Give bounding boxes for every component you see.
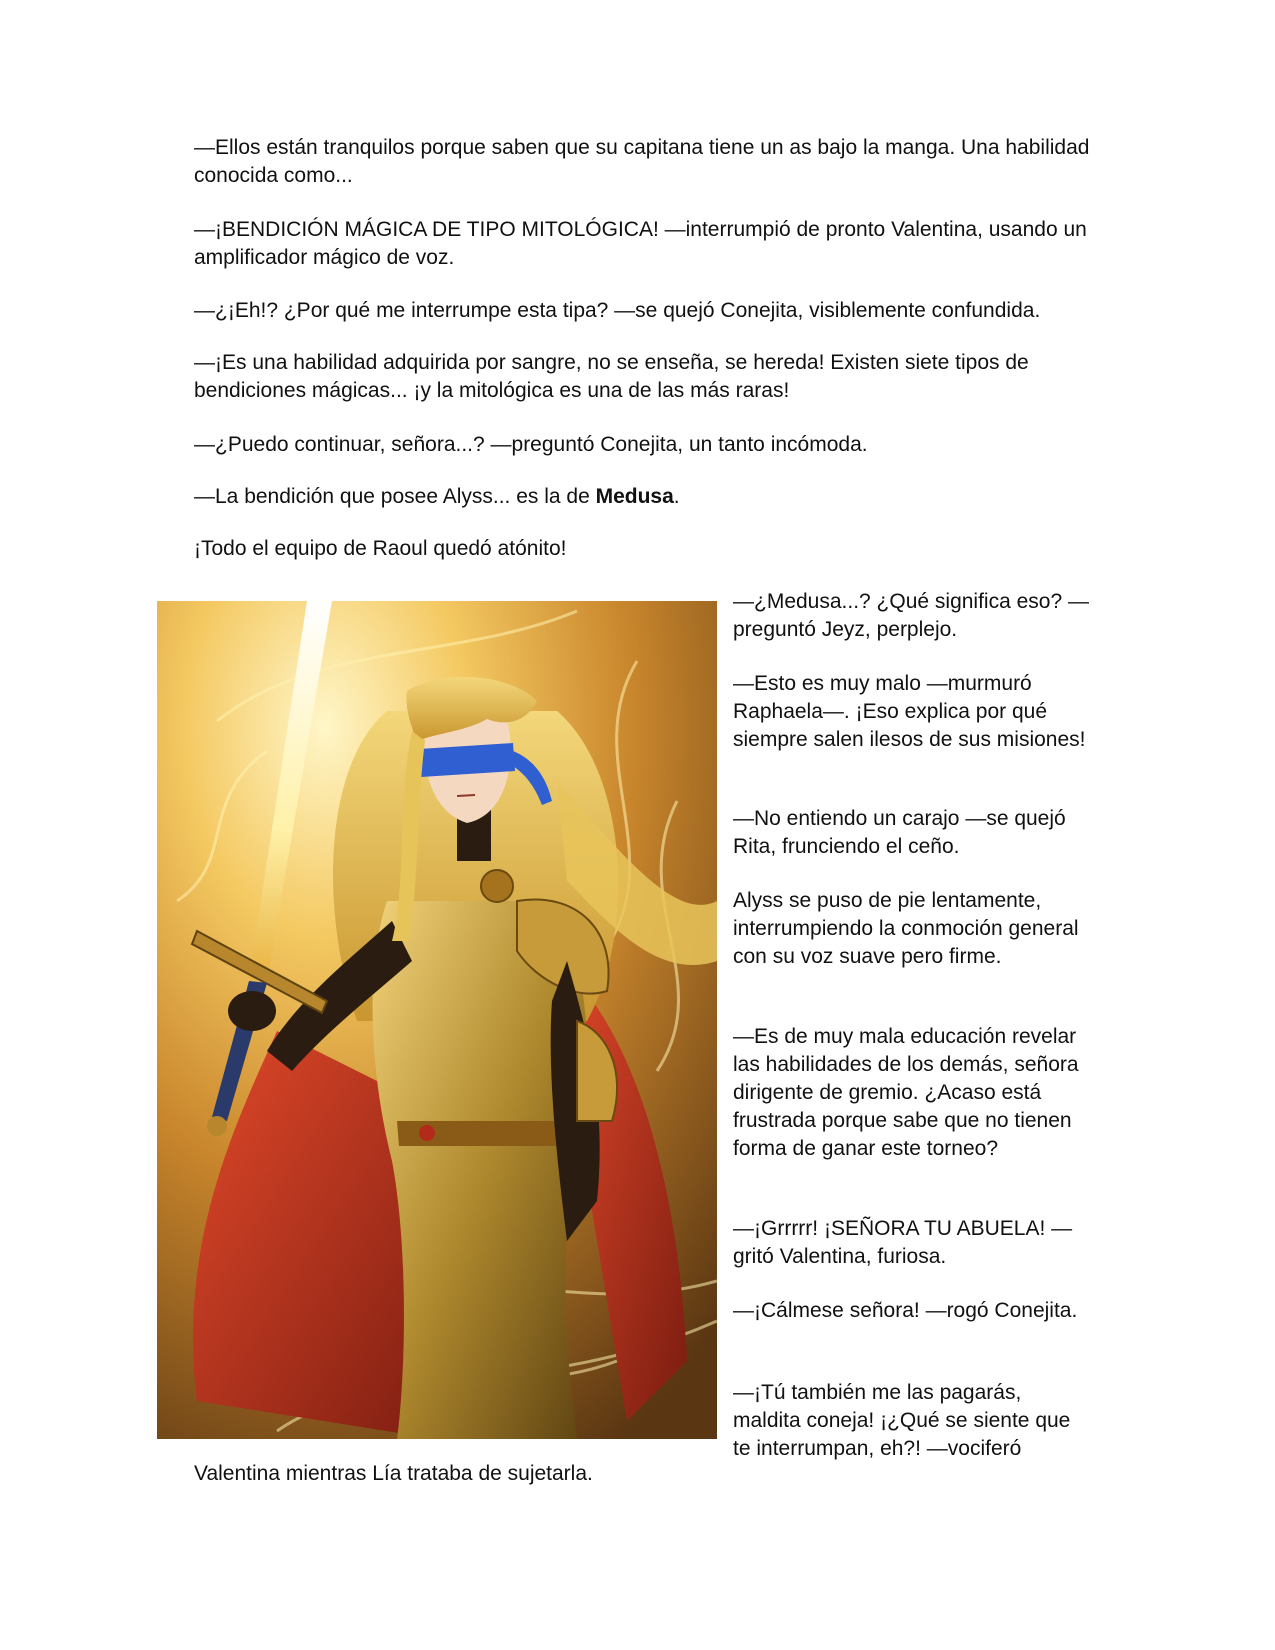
sidebar-paragraph: —¿Medusa...? ¿Qué significa eso? —preguntó Jeyz, perplejo. bbox=[733, 590, 1089, 641]
paragraph: —¿¡Eh!? ¿Por qué me interrumpe esta tipa? —se quejó Conejita, visiblemente confundida. bbox=[194, 299, 1041, 322]
belt-gem bbox=[419, 1125, 435, 1141]
knight-illustration bbox=[157, 601, 717, 1439]
mouth bbox=[457, 795, 475, 796]
sword-pommel bbox=[207, 1116, 227, 1136]
paragraph: —¿Puedo continuar, señora...? —preguntó Conejita, un tanto incómoda. bbox=[194, 433, 868, 456]
paragraph-text: —La bendición que posee Alyss... es la de bbox=[194, 485, 596, 508]
paragraph: —¡BENDICIÓN MÁGICA DE TIPO MITOLÓGICA! —interrumpió de pronto Valentina, usando un amplificador mágico de voz. bbox=[194, 218, 1087, 269]
hand bbox=[228, 991, 276, 1031]
paragraph-medusa bbox=[194, 483, 1094, 511]
sidebar-paragraph: Alyss se puso de pie lentamente, interrumpiendo la conmoción general con su voz suave pero firme. bbox=[733, 889, 1079, 968]
shoulder-emblem bbox=[481, 870, 513, 902]
paragraph: ¡Todo el equipo de Raoul quedó atónito! bbox=[194, 537, 567, 560]
sidebar-paragraph: —Es de muy mala educación revelar las habilidades de los demás, señora dirigente de gremio. ¿Acaso está frustrada porque sabe que no tienen forma de ganar este torneo? bbox=[733, 1025, 1079, 1160]
paragraph: —¡Es una habilidad adquirida por sangre, no se enseña, se hereda! Existen siete tipos de bendiciones mágicas... ¡y la mitológica es una de las más raras! bbox=[194, 351, 1029, 402]
sidebar-paragraph: —¡Cálmese señora! —rogó Conejita. bbox=[733, 1299, 1078, 1322]
paragraph-text: . bbox=[673, 485, 680, 508]
blindfold bbox=[419, 743, 515, 777]
paragraph: —Ellos están tranquilos porque saben que su capitana tiene un as bajo la manga. Una habilidad conocida como... bbox=[194, 136, 1090, 187]
sidebar-paragraph: —Esto es muy malo —murmuró Raphaela—. ¡Eso explica por qué siempre salen ilesos de sus misiones! bbox=[733, 672, 1086, 751]
closing-line: Valentina mientras Lía trataba de sujetarla. bbox=[194, 1462, 593, 1485]
sidebar-paragraph: —¡Tú también me las pagarás, maldita coneja! ¡¿Qué se siente que te interrumpan, eh?! —vociferó bbox=[733, 1381, 1071, 1460]
sidebar-paragraph: —No entiendo un carajo —se quejó Rita, frunciendo el ceño. bbox=[733, 807, 1066, 858]
sidebar-paragraph: —¡Grrrrr! ¡SEÑORA TU ABUELA! —gritó Valentina, furiosa. bbox=[733, 1217, 1073, 1268]
bold-term: Medusa bbox=[595, 485, 674, 508]
